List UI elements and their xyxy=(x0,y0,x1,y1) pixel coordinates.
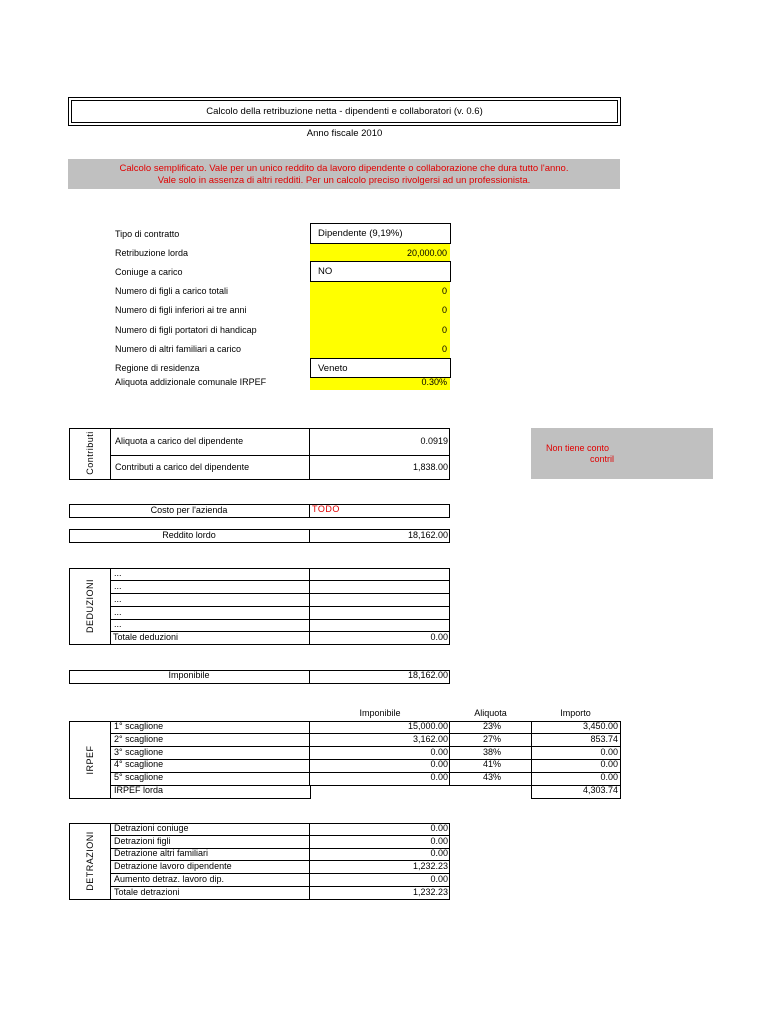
figli-input[interactable]: 0 xyxy=(310,282,450,301)
tipo-contratto-select[interactable]: Dipendente (9,19%) xyxy=(310,223,451,244)
reddito-value: 18,162.00 xyxy=(407,531,448,540)
scaglione-importo: 853.74 xyxy=(590,735,618,744)
irpef-lorda-label: IRPEF lorda xyxy=(114,786,164,795)
scaglione-aliquota: 23% xyxy=(482,722,501,731)
imponibile-label: Imponibile xyxy=(168,671,210,680)
detrazione-value: 0.00 xyxy=(430,837,448,846)
scaglione-imponibile: 15,000.00 xyxy=(407,722,448,731)
figli3-label: Numero di figli inferiori ai tre anni xyxy=(115,306,247,315)
reddito-label: Reddito lordo xyxy=(162,531,216,540)
figlih-label: Numero di figli portatori di handicap xyxy=(115,326,257,335)
detrazione-value: 1,232.23 xyxy=(412,862,448,871)
regione-label: Regione di residenza xyxy=(115,364,200,373)
imponibile-value: 18,162.00 xyxy=(407,671,448,680)
detrazione-label: Detrazioni coniuge xyxy=(114,824,189,833)
scaglione-aliquota: 41% xyxy=(482,760,501,769)
detrazione-label: Detrazioni figli xyxy=(114,837,171,846)
scaglione-label: 1° scaglione xyxy=(114,722,164,731)
col-importo: Importo xyxy=(560,709,591,718)
detrazione-value: 0.00 xyxy=(430,824,448,833)
detrazione-label: Aumento detraz. lavoro dip. xyxy=(114,875,225,884)
contributi-side-note: Non tiene conto contril xyxy=(531,428,713,479)
regione-select[interactable]: Veneto xyxy=(310,358,451,378)
tipo-label: Tipo di contratto xyxy=(115,230,180,239)
deduzione-row: ... xyxy=(114,569,122,578)
costo-label: Costo per l'azienda xyxy=(150,506,228,515)
scaglione-aliquota: 27% xyxy=(482,735,501,744)
scaglione-aliquota: 43% xyxy=(482,773,501,782)
detrazione-value: 0.00 xyxy=(430,875,448,884)
irpef-lorda-value: 4,303.74 xyxy=(582,786,618,795)
scaglione-label: 2° scaglione xyxy=(114,735,164,744)
deduzioni-total-value: 0.00 xyxy=(430,633,448,642)
contributi-side-label: Contributi xyxy=(85,431,95,475)
page-title: Calcolo della retribuzione netta - dipendenti e collaboratori (v. 0.6) xyxy=(206,107,483,117)
scaglione-importo: 3,450.00 xyxy=(582,722,618,731)
coniuge-label: Coniuge a carico xyxy=(115,268,183,277)
scaglione-importo: 0.00 xyxy=(600,748,618,757)
deduzione-row: ... xyxy=(114,582,122,591)
deduzione-row: ... xyxy=(114,608,122,617)
contributi-value: 1,838.00 xyxy=(412,463,448,472)
deduzioni-side-label: DEDUZIONI xyxy=(85,579,95,633)
scaglione-label: 5° scaglione xyxy=(114,773,164,782)
aliquota-value: 0.0919 xyxy=(420,437,448,446)
deduzioni-total-label: Totale deduzioni xyxy=(113,633,179,642)
lorda-label: Retribuzione lorda xyxy=(115,249,189,258)
disclaimer-note: Calcolo semplificato. Vale per un unico reddito da lavoro dipendente o collaborazione che dura tutto l'anno. Vale solo in assenza di altri redditi. Per un calcolo preciso rivolgersi ad un professionista. xyxy=(68,159,620,189)
irpef-side-label: IRPEF xyxy=(85,745,95,775)
altri-label: Numero di altri familiari a carico xyxy=(115,345,242,354)
scaglione-importo: 0.00 xyxy=(600,760,618,769)
deduzione-row: ... xyxy=(114,620,122,629)
detrazioni-side-label: DETRAZIONI xyxy=(85,831,95,891)
deduzione-row: ... xyxy=(114,595,122,604)
fiscal-year: Anno fiscale 2010 xyxy=(306,129,383,139)
detrazione-value: 0.00 xyxy=(430,849,448,858)
retribuzione-lorda-input[interactable]: 20,000.00 xyxy=(310,244,450,261)
detrazione-label: Detrazione lavoro dipendente xyxy=(114,862,232,871)
detrazione-label: Detrazione altri familiari xyxy=(114,849,209,858)
contributi-label: Contributi a carico del dipendente xyxy=(115,463,250,472)
scaglione-imponibile: 0.00 xyxy=(430,773,448,782)
scaglione-importo: 0.00 xyxy=(600,773,618,782)
scaglione-imponibile: 3,162.00 xyxy=(412,735,448,744)
scaglione-aliquota: 38% xyxy=(482,748,501,757)
title-box xyxy=(68,97,621,126)
altri-input[interactable]: 0 xyxy=(310,339,450,358)
detrazioni-total-value: 1,232.23 xyxy=(412,888,448,897)
figlih-input[interactable]: 0 xyxy=(310,320,450,339)
figli-label: Numero di figli a carico totali xyxy=(115,287,229,296)
costo-value: TODO xyxy=(312,505,340,514)
scaglione-label: 3° scaglione xyxy=(114,748,164,757)
col-aliquota: Aliquota xyxy=(474,709,507,718)
addiz-label: Aliquota addizionale comunale IRPEF xyxy=(115,378,267,387)
addizionale-input[interactable]: 0.30% xyxy=(310,378,450,390)
coniuge-select[interactable]: NO xyxy=(310,261,451,282)
scaglione-label: 4° scaglione xyxy=(114,760,164,769)
figli3-input[interactable]: 0 xyxy=(310,301,450,320)
detrazioni-total-label: Totale detrazioni xyxy=(114,888,180,897)
aliquota-label: Aliquota a carico del dipendente xyxy=(115,437,244,446)
scaglione-imponibile: 0.00 xyxy=(430,760,448,769)
scaglione-imponibile: 0.00 xyxy=(430,748,448,757)
col-imponibile: Imponibile xyxy=(359,709,401,718)
